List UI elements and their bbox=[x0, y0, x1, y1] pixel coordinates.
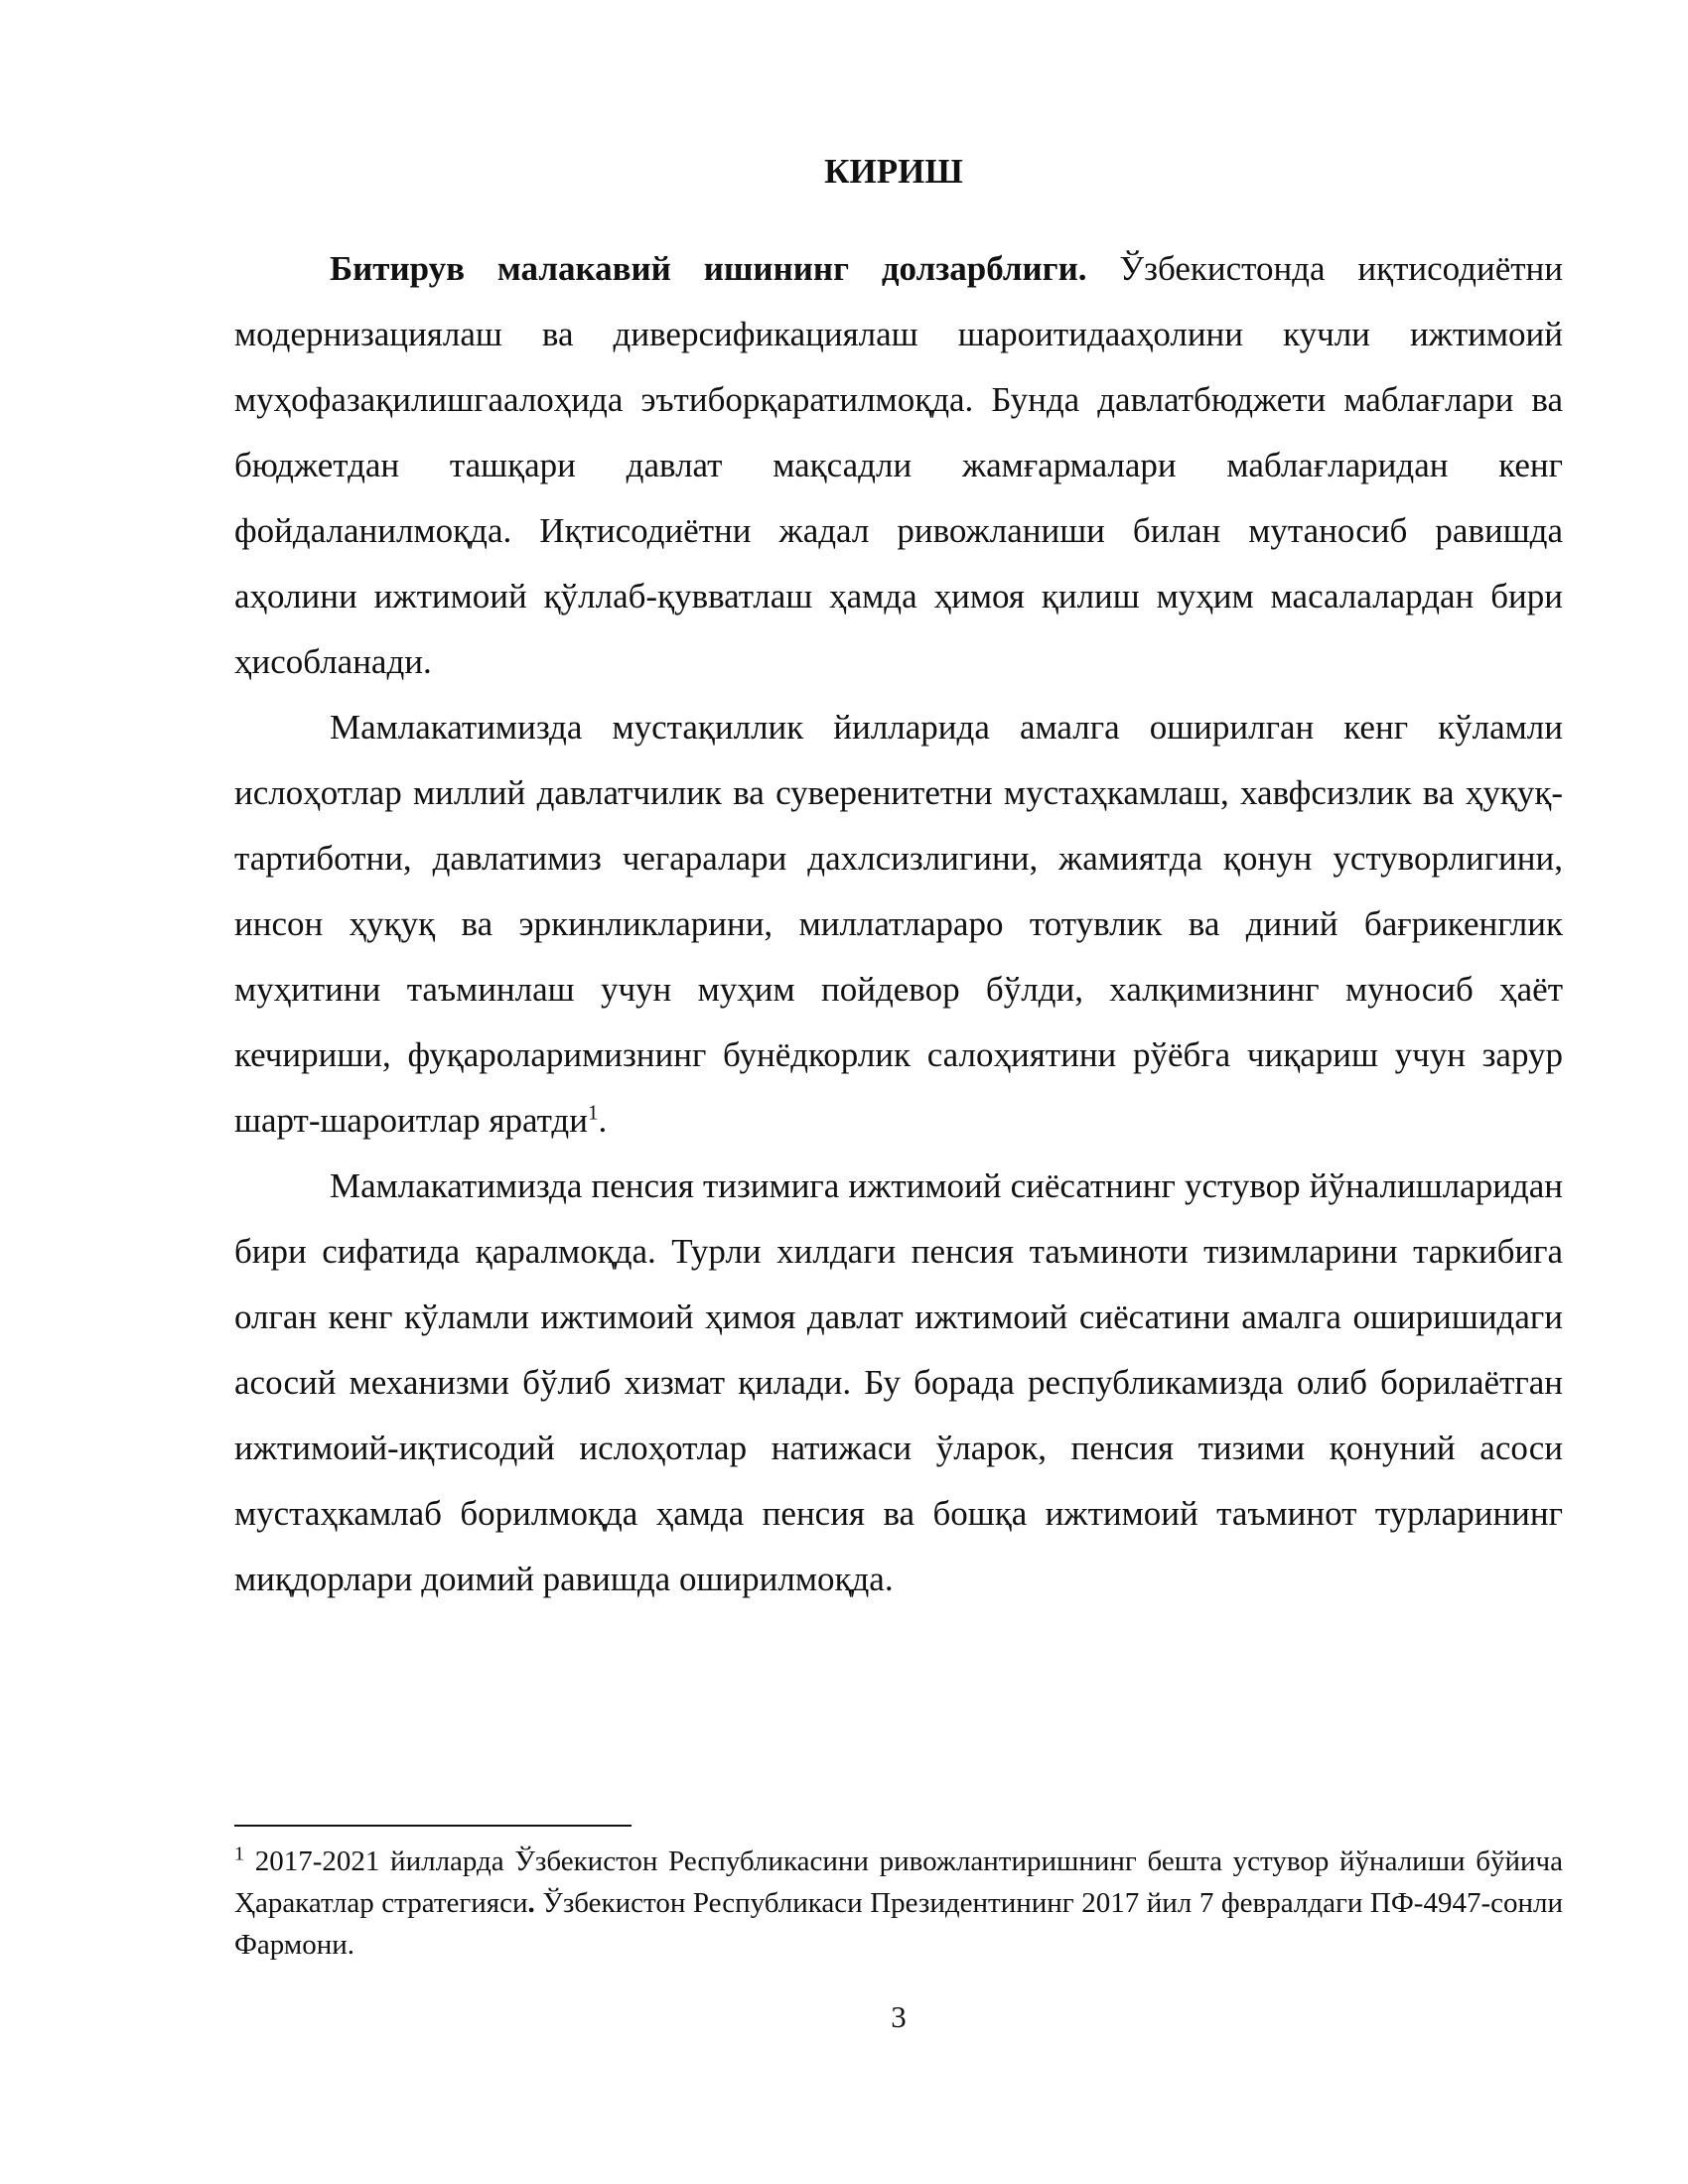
footnote bbox=[234, 1841, 1563, 1966]
paragraph-pension bbox=[234, 1154, 1563, 1612]
page-number: 3 bbox=[891, 1999, 907, 2034]
body-text bbox=[234, 236, 1563, 1612]
paragraph-relevance bbox=[234, 236, 1563, 695]
paragraph-text: Мамлакатимизда пенсия тизимига ижтимоий сиёсатнинг устувор йўналишларидан бири сифатида қаралмоқда. Турли хилдаги пенсия таъминоти тизимларини таркибига олган кенг кўламли ижтимоий ҳимоя давлат ижтимоий сиёсатини амалга оширишидаги асосий механизми бўлиб хизмат қилади. Бу борада республикамизда олиб борилаётган ижтимоий-иқтисодий ислоҳотлар натижаси ўларок, пенсия тизими қонуний асоси мустаҳкамлаб борилмоқда ҳамда пенсия ва бошқа ижтимоий таъминот турларининг миқдорлари доимий равишда оширилмоқда. bbox=[234, 1166, 1563, 1598]
footnote-reference[interactable]: 1 bbox=[587, 1100, 599, 1125]
paragraph-tail: . bbox=[598, 1101, 608, 1140]
paragraph-text: Ўзбекистонда иқтисодиётни модернизациялаш ва диверсификациялаш шароитидааҳолини кучли ижтимоий муҳофазақилишгаалоҳида эътиборқаратилмоқда. Бунда давлатбюджети маблағлари ва бюджетдан ташқари давлат мақсадли жамғармалари маблағларидан кенг фойдаланилмоқда. Иқтисодиётни жадал ривожланиши билан мутаносиб равишда аҳолини ижтимоий қўллаб-қувватлаш ҳамда ҳимоя қилиш муҳим масалалардан бири ҳисобланади. bbox=[234, 249, 1564, 681]
footnote-tail: Ўзбекистон Республикаси Президентининг 2017 йил 7 февралдаги ПФ-4947-сонли Фармони. bbox=[234, 1887, 1563, 1961]
footnote-text: 2017-2021 йилларда Ўзбекистон Республикасини ривожлантиришнинг бешта устувор йўналиши бўйича Ҳаракатлар стратегияси bbox=[234, 1845, 1563, 1919]
paragraph-lead-heading: Битирув малакавий ишининг долзарблиги. bbox=[330, 249, 1087, 288]
paragraph-text: Мамлакатимизда мустақиллик йилларида амалга оширилган кенг кўламли ислоҳотлар миллий давлатчилик ва суверенитетни мустаҳкамлаш, хавфсизлик ва ҳуқуқ-тартиботни, давлатимиз чегаралари дахлсизлигини, жамиятда қонун устуворлигини, инсон ҳуқуқ ва эркинликларини, миллатлараро тотувлик ва диний бағрикенглик муҳитини таъминлаш учун муҳим пойдевор бўлди, халқимизнинг муносиб ҳаёт кечириши, фуқароларимизнинг бунёдкорлик салоҳиятини рўёбга чиқариш учун зарур шарт-шароитлар яратди bbox=[234, 708, 1563, 1140]
footnote-number: 1 bbox=[234, 1843, 244, 1865]
page-title: КИРИШ bbox=[824, 152, 963, 191]
footnote-bold-dot: . bbox=[527, 1887, 535, 1919]
footnote-separator bbox=[234, 1825, 632, 1827]
paragraph-reforms bbox=[234, 695, 1563, 1154]
